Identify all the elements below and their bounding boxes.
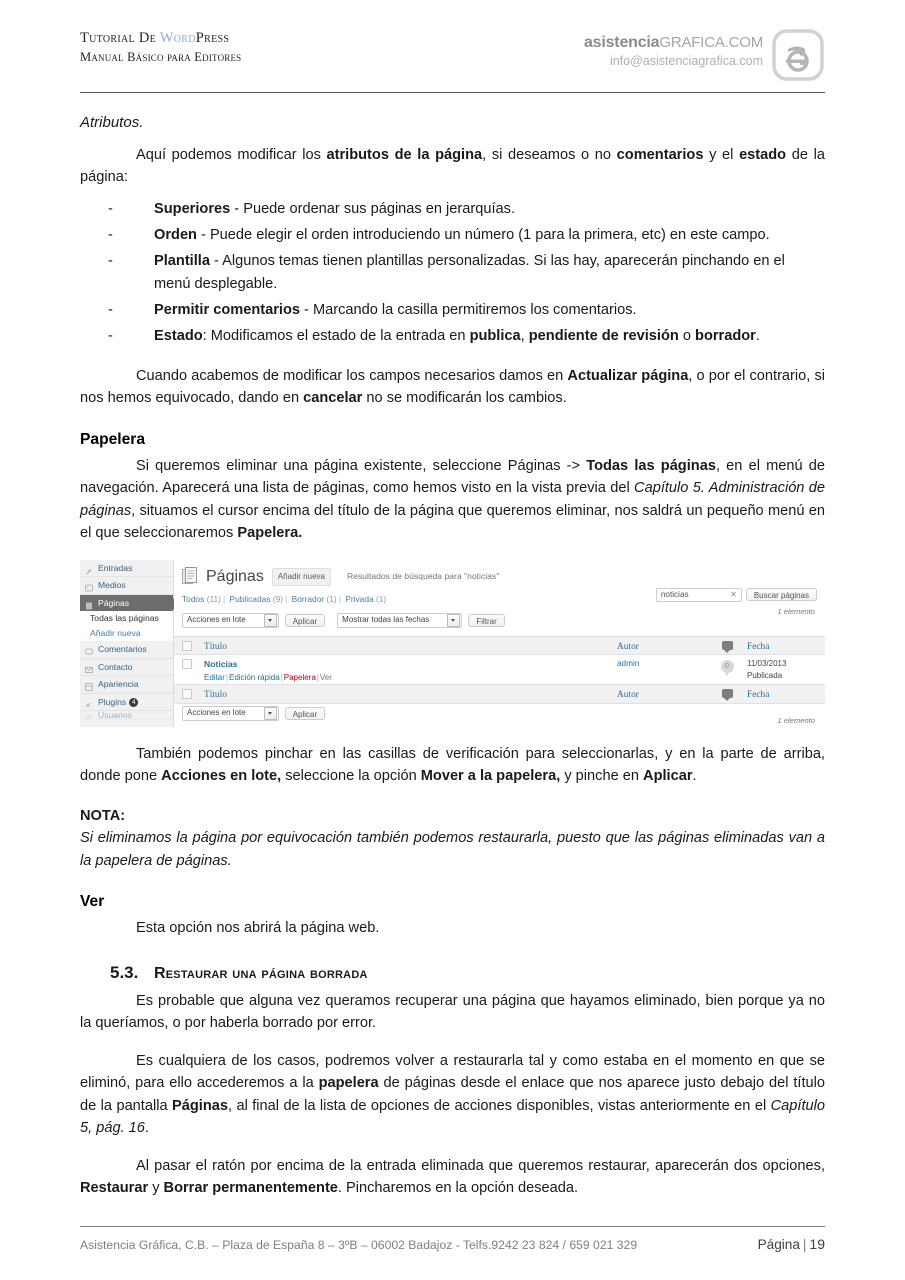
- comments-icon: [722, 641, 733, 650]
- filter-publicadas[interactable]: Publicadas: [229, 593, 271, 604]
- item-count-bottom: 1 elemento: [777, 716, 815, 726]
- chevron-down-icon: [447, 614, 460, 627]
- document-header: [80, 0, 825, 92]
- pages-header-icon: [182, 567, 199, 586]
- paragraph-ver: Esta opción nos abrirá la página web.: [136, 920, 380, 937]
- item-count-top: 1 elemento: [777, 606, 815, 616]
- action-papelera[interactable]: Papelera: [283, 673, 316, 683]
- bullet-term: Permitir comentarios: [154, 301, 300, 318]
- users-icon: [85, 715, 93, 720]
- wordpress-pages-screenshot: [80, 560, 825, 727]
- date-filter-label: Mostrar todas las fechas: [342, 615, 430, 625]
- row-date: [747, 655, 825, 685]
- sidebar-item-anadir-nueva[interactable]: [80, 626, 173, 641]
- text-bold: estado: [739, 146, 787, 163]
- atributos-bullet-list: [80, 198, 825, 347]
- bullet-term: borrador: [695, 328, 756, 344]
- bullet-term: pendiente de revisión: [528, 328, 679, 344]
- list-item: [108, 325, 825, 347]
- column-header-date[interactable]: Fecha: [747, 641, 770, 652]
- action-editar[interactable]: Editar: [204, 673, 225, 683]
- nota-label: NOTA:: [80, 808, 126, 825]
- paragraph-casillas: [80, 727, 825, 787]
- action-edicion-rapida[interactable]: Edición rápida: [228, 673, 280, 683]
- chevron-down-icon: [264, 707, 277, 720]
- section-number: 5.3.: [110, 962, 139, 982]
- text-run: También podemos pinchar en las casillas de verificación para seleccionarlas, y en la parte de arriba, donde pone: [80, 745, 825, 785]
- text-bold: comentarios: [616, 146, 704, 163]
- search-pages-button[interactable]: Buscar páginas: [746, 588, 817, 601]
- brand-text: [584, 28, 763, 68]
- sidebar-label: Usuarios: [98, 711, 132, 721]
- heading-ver: Ver: [80, 892, 105, 910]
- text-run: y pinche en: [560, 768, 644, 785]
- list-item: [108, 198, 825, 220]
- text-bold: Todas las páginas: [586, 458, 716, 475]
- row-title-cell: [204, 655, 617, 685]
- footer-page-number: 19: [809, 1236, 825, 1252]
- select-all-checkbox-top[interactable]: [174, 636, 204, 654]
- brand-name: [584, 34, 763, 52]
- text-run: Si queremos eliminar una página existente, seleccione Páginas ->: [136, 458, 587, 475]
- header-title: [80, 30, 241, 47]
- wp-search-results-label: Resultados de búsqueda para "noticias": [346, 571, 500, 582]
- column-footer-author[interactable]: Autor: [617, 690, 639, 701]
- comments-icon: [722, 689, 733, 698]
- text-bold: Restaurar: [80, 1180, 149, 1197]
- bullet-term: Plantilla: [154, 253, 210, 270]
- sidebar-label: Plugins: [98, 696, 127, 707]
- bullet-text: ,: [520, 328, 529, 344]
- header-titles: [80, 30, 241, 65]
- header-title-word: Word: [159, 30, 196, 46]
- contact-icon: [85, 663, 93, 671]
- filter-separator: |: [222, 593, 226, 604]
- wp-add-new-button[interactable]: Añadir nueva: [272, 568, 331, 586]
- sidebar-item-usuarios[interactable]: [80, 711, 173, 720]
- sidebar-item-todas-las-paginas[interactable]: [80, 611, 173, 626]
- sidebar-label: Todas las páginas: [90, 613, 159, 624]
- column-footer-title[interactable]: Título: [204, 690, 227, 701]
- sidebar-label: Medios: [98, 580, 126, 591]
- dash-marker: -: [108, 227, 113, 244]
- column-footer-comments[interactable]: [707, 685, 747, 703]
- filter-separator: |: [338, 593, 341, 604]
- bullet-text: o: [678, 328, 696, 344]
- text-run: Aquí podemos modificar los: [136, 146, 327, 163]
- sidebar-label: Añadir nueva: [90, 628, 141, 639]
- date-filter-select[interactable]: [337, 613, 462, 628]
- filter-privada-count: (1): [375, 593, 387, 604]
- comment-icon: [85, 645, 93, 653]
- column-header-comments[interactable]: [707, 636, 747, 654]
- action-separator: |: [316, 673, 319, 683]
- wp-page-title-row: [182, 566, 825, 588]
- text-bold: papelera: [318, 1075, 379, 1092]
- bullet-term: Orden: [154, 227, 197, 244]
- brand-email: info@asistenciagrafica.com: [609, 54, 763, 68]
- paragraph-raton: [80, 1139, 825, 1199]
- row-title-link[interactable]: Noticias: [204, 659, 238, 670]
- sidebar-item-medios[interactable]: [80, 577, 173, 595]
- text-run: Es cualquiera de los casos, podremos volver a restaurarla tal y como estaba en el momento en que se eliminó, para ello accederemos a la: [80, 1053, 825, 1092]
- apply-button-top[interactable]: Aplicar: [285, 614, 325, 627]
- search-input-value: noticias: [660, 589, 689, 599]
- text-run: , o por el contrario, si nos hemos equivocado, dando en: [80, 368, 825, 407]
- text-run: , si deseamos o no: [482, 146, 617, 163]
- wp-pages-table: [174, 636, 825, 704]
- bullet-term: publica: [469, 328, 521, 344]
- appearance-icon: [85, 680, 93, 688]
- atributos-heading: Atributos.: [80, 114, 144, 131]
- plugins-update-badge: 4: [129, 698, 138, 707]
- column-footer-date[interactable]: Fecha: [747, 690, 770, 701]
- bullet-term: Superiores: [154, 201, 231, 218]
- text-bold: Aplicar: [643, 768, 693, 785]
- clear-search-icon[interactable]: ✕: [730, 589, 737, 599]
- pages-icon: [85, 599, 93, 607]
- dash-marker: -: [108, 328, 113, 344]
- text-bold: Acciones en lote,: [161, 768, 282, 785]
- header-title-pre: Tutorial De: [80, 30, 160, 46]
- bulk-actions-select-bottom[interactable]: [182, 706, 279, 721]
- header-divider: [80, 92, 825, 93]
- header-brand: [584, 28, 825, 82]
- wp-page-title: Páginas: [206, 567, 264, 585]
- column-header-author[interactable]: Autor: [617, 641, 639, 652]
- footer-row: [80, 1227, 825, 1252]
- footer-page-separator: |: [802, 1237, 807, 1252]
- list-item: [108, 224, 825, 246]
- row-author[interactable]: admin: [617, 659, 640, 669]
- nota-body: Si eliminamos la página por equivocación también podemos restaurarla, puesto que las páginas eliminadas van a la papelera de páginas.: [80, 830, 825, 869]
- text-bold: Borrar permanentemente: [163, 1180, 338, 1197]
- bullet-text: - Puede ordenar sus páginas en jerarquías.: [230, 201, 516, 218]
- bulk-actions-label: Acciones en lote: [187, 615, 246, 625]
- text-run: de la página:: [80, 146, 825, 185]
- footer-page-label: Página: [757, 1237, 800, 1252]
- text-bold: Mover a la papelera,: [420, 768, 561, 785]
- sidebar-item-apariencia[interactable]: [80, 676, 173, 694]
- sidebar-label: Páginas: [98, 597, 130, 608]
- header-subtitle: Manual Básico para Editores: [80, 50, 242, 64]
- text-bold: atributos de la página: [326, 146, 483, 163]
- filter-button[interactable]: Filtrar: [468, 614, 504, 627]
- filter-publicadas-count: (9): [272, 593, 284, 604]
- text-run: y el: [703, 146, 740, 163]
- document-footer: [80, 1226, 825, 1252]
- sidebar-label: Entradas: [98, 562, 133, 573]
- action-separator: |: [225, 673, 228, 683]
- paragraph-restaurar-1: Es probable que alguna vez queramos recuperar una página que hayamos eliminado, bien porque ya no la queríamos, o por haberla borrado por error.: [80, 992, 825, 1032]
- bullet-text: .: [755, 328, 760, 344]
- text-run: seleccione la opción: [281, 768, 421, 785]
- sidebar-label: Apariencia: [98, 679, 139, 690]
- plugins-icon: [85, 698, 93, 706]
- bullet-text: - Puede elegir el orden introduciendo un número (1 para la primera, etc) en este campo.: [196, 227, 770, 244]
- list-item: [108, 250, 825, 294]
- filter-borrador-count: (1): [326, 593, 337, 604]
- sidebar-item-entradas[interactable]: [80, 560, 173, 578]
- paragraph-papelera: [80, 451, 825, 544]
- bullet-term: Estado: [154, 328, 203, 344]
- text-run: y: [148, 1180, 164, 1197]
- bulk-actions-label: Acciones en lote: [187, 708, 246, 718]
- apply-button-bottom[interactable]: Aplicar: [285, 707, 325, 720]
- text-bold: cancelar: [303, 390, 363, 407]
- row-date-value: 11/03/2013: [747, 659, 787, 669]
- brand-rest: GRAFICA.COM: [659, 34, 763, 51]
- text-bold: Páginas: [172, 1097, 228, 1114]
- filter-todos-count: (11): [206, 593, 221, 604]
- paragraph-restaurar-2: [80, 1034, 825, 1139]
- sidebar-item-contacto[interactable]: [80, 659, 173, 677]
- section-title: Restaurar una página borrada: [154, 964, 368, 982]
- wp-table-nav-bottom: [182, 706, 325, 721]
- sidebar-label: Contacto: [98, 661, 133, 672]
- comment-count-bubble: 0: [721, 660, 734, 673]
- asistencia-grafica-logo-icon: [771, 28, 825, 82]
- wp-admin-sidebar: [80, 560, 174, 727]
- section-heading-5-3: [80, 960, 825, 986]
- bullet-text: - Algunos temas tienen plantillas personalizadas. Si las hay, aparecerán pinchando en el menú desplegable.: [154, 253, 785, 292]
- select-all-checkbox-bottom[interactable]: [174, 685, 204, 703]
- list-item: [108, 299, 825, 321]
- dash-marker: -: [108, 253, 113, 270]
- row-actions: [204, 672, 617, 684]
- paragraph-atributos: [80, 135, 825, 188]
- text-run: .: [692, 768, 697, 785]
- text-run: Cuando acabemos de modificar los campos necesarios damos en: [136, 368, 568, 385]
- text-bold: Papelera.: [237, 524, 303, 541]
- sidebar-item-comentarios[interactable]: [80, 641, 173, 659]
- search-input[interactable]: [656, 588, 742, 602]
- text-run: de páginas desde el enlace que nos aparece justo debajo del título de la pantalla: [80, 1075, 826, 1114]
- document-content: [80, 92, 825, 1199]
- text-run: Al pasar el ratón por encima de la entrada eliminada que queremos restaurar, aparecerán dos opciones,: [136, 1157, 825, 1174]
- text-run: no se modificarán los cambios.: [362, 390, 567, 407]
- table-header-row: [174, 636, 825, 654]
- filter-todos[interactable]: Todos: [182, 593, 205, 604]
- row-status: Publicada: [747, 671, 783, 681]
- sidebar-label: Comentarios: [98, 644, 147, 655]
- action-ver[interactable]: Ver: [319, 673, 332, 683]
- action-separator: |: [280, 673, 283, 683]
- text-bold: Actualizar página: [567, 368, 689, 385]
- header-title-press: Press: [195, 30, 230, 46]
- brand-strong: asistencia: [583, 34, 660, 51]
- table-footer-row: [174, 685, 825, 703]
- column-header-title[interactable]: Título: [204, 641, 227, 652]
- table-row: [174, 655, 825, 685]
- wp-search-area: [656, 588, 817, 602]
- text-run: , al final de la lista de opciones de acciones disponibles, vistas anteriormente en el: [227, 1097, 771, 1114]
- paragraph-actualizar: [80, 351, 825, 409]
- bullet-text: : Modificamos el estado de la entrada en: [202, 328, 470, 344]
- media-icon: [85, 581, 93, 589]
- row-checkbox[interactable]: [174, 655, 204, 685]
- footer-company-info: Asistencia Gráfica, C.B. – Plaza de España 8 – 3ºB – 06002 Badajoz - Telfs.9242 23 824 / 659 021 329: [80, 1238, 638, 1252]
- dash-marker: -: [108, 301, 113, 318]
- footer-page-indicator: [758, 1236, 825, 1252]
- filter-privada[interactable]: Privada: [345, 593, 374, 604]
- text-run: . Pincharemos en la opción deseada.: [337, 1180, 579, 1197]
- pin-icon: [85, 564, 93, 572]
- chevron-down-icon: [264, 614, 277, 627]
- text-run: , situamos el cursor encima del título de la página que queremos eliminar, nos saldrá un pequeño menú en el que seleccionaremos: [80, 502, 825, 541]
- text-italic: Capítulo 5, pág. 16: [80, 1097, 825, 1136]
- bullet-text: - Marcando la casilla permitiremos los comentarios.: [300, 301, 637, 318]
- row-comments[interactable]: [707, 655, 747, 685]
- text-run: , en el menú de navegación. Aparecerá una lista de páginas, como hemos visto en la vista previa del: [80, 458, 826, 497]
- text-run: .: [144, 1119, 149, 1136]
- wp-table-nav-top: [182, 613, 825, 628]
- sidebar-item-plugins[interactable]: [80, 694, 173, 712]
- text-italic: Capítulo 5. Administración de páginas: [80, 480, 825, 519]
- bulk-actions-select-top[interactable]: [182, 613, 279, 628]
- heading-papelera: Papelera: [80, 430, 146, 448]
- filter-separator: |: [285, 593, 288, 604]
- sidebar-item-paginas[interactable]: [80, 595, 173, 612]
- filter-borrador[interactable]: Borrador: [291, 593, 325, 604]
- dash-marker: -: [108, 201, 113, 218]
